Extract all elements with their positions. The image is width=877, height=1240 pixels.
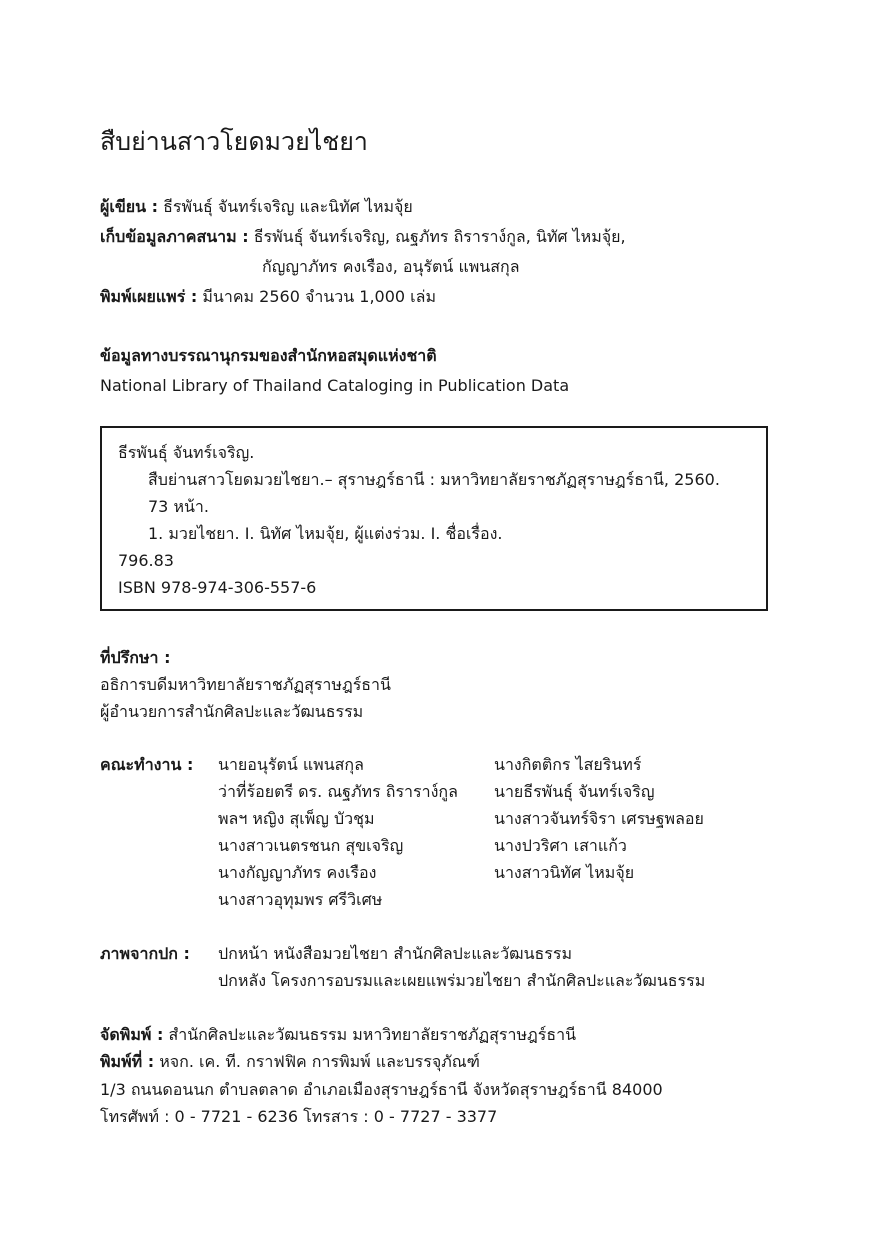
fieldwork-label: เก็บข้อมูลภาคสนาม : [100,227,249,246]
team-member: นายอนุรัตน์ แพนสกุล [218,755,364,774]
cip-line: ISBN 978-974-306-557-6 [118,578,317,597]
cip-line: 73 หน้า. [148,497,209,516]
advisor-line: ผู้อำนวยการสำนักศิลปะและวัฒนธรรม [100,702,364,721]
printer-contact: โทรศัพท์ : 0 - 7721 - 6236 โทรสาร : 0 - 7727 - 3377 [100,1107,498,1126]
cip-heading-english: National Library of Thailand Cataloging in Publication Data [100,376,570,395]
cip-line: 1. มวยไชยา. I. นิทัศ ไหมจุ้ย, ผู้แต่งร่วม. I. ชื่อเรื่อง. [148,524,503,543]
team-member: นายธีรพันธุ์ จันทร์เจริญ [494,782,655,801]
advisor-line: อธิการบดีมหาวิทยาลัยราชภัฏสุราษฎร์ธานี [100,675,391,694]
team-member: พลฯ หญิง สุเพ็ญ บัวชุม [218,809,375,828]
team-member: ว่าที่ร้อยตรี ดร. ณฐภัทร ถิราราง์กูล [218,782,458,801]
team-member: นางกิตติกร ไสยรินทร์ [494,755,642,774]
team-member: นางสาวเนตรชนก สุขเจริญ [218,836,404,855]
cover-label: ภาพจากปก : [100,944,190,963]
authors-value: ธีรพันธุ์ จันทร์เจริญ และนิทัศ ไหมจุ้ย [163,197,413,216]
team-label: คณะทำงาน : [100,755,194,774]
team-member: นางสาวอุทุมพร ศรีวิเศษ [218,890,383,909]
team-member: นางสาวนิทัศ ไหมจุ้ย [494,863,635,882]
printer-row [100,1049,480,1075]
team-member: นางปวริศา เสาแก้ว [494,836,627,855]
cover-back-credit: ปกหลัง โครงการอบรมและเผยแพร่มวยไชยา สำนักศิลปะและวัฒนธรรม [218,971,706,990]
cip-line: ธีรพันธุ์ จันทร์เจริญ. [118,443,255,462]
cover-front-credit: ปกหน้า หนังสือมวยไชยา สำนักศิลปะและวัฒนธรรม [218,944,572,963]
team-member: นางกัญญาภัทร คงเรือง [218,863,377,882]
published-value: มีนาคม 2560 จำนวน 1,000 เล่ม [202,287,436,306]
producer-row [100,1022,576,1048]
producer-label: จัดพิมพ์ : [100,1025,164,1044]
printer-label: พิมพ์ที่ : [100,1052,155,1071]
printer-value: หจก. เค. ที. กราฟฟิค การพิมพ์ และบรรจุภัณฑ์ [159,1052,480,1071]
fieldwork-line-1: ธีรพันธุ์ จันทร์เจริญ, ณฐภัทร ถิราราง์กูล, นิทัศ ไหมจุ้ย, [253,227,626,246]
cip-heading-thai: ข้อมูลทางบรรณานุกรมของสำนักหอสมุดแห่งชาติ [100,346,437,365]
published-row [100,284,436,310]
published-label: พิมพ์เผยแพร่ : [100,287,198,306]
cip-line: 796.83 [118,551,174,570]
book-title: สืบย่านสาวโยดมวยไชยา [100,127,368,156]
advisor-label: ที่ปรึกษา : [100,648,171,667]
cip-line: สืบย่านสาวโยดมวยไชยา.– สุราษฎร์ธานี : มหาวิทยาลัยราชภัฏสุราษฎร์ธานี, 2560. [148,470,720,489]
authors-label: ผู้เขียน : [100,197,159,216]
fieldwork-row [100,224,626,250]
authors-row [100,194,413,220]
team-member: นางสาวจันทร์จิรา เศรษฐพลอย [494,809,704,828]
producer-value: สำนักศิลปะและวัฒนธรรม มหาวิทยาลัยราชภัฏสุราษฎร์ธานี [168,1025,577,1044]
printer-address: 1/3 ถนนดอนนก ตำบลตลาด อำเภอเมืองสุราษฎร์ธานี จังหวัดสุราษฎร์ธานี 84000 [100,1080,663,1099]
fieldwork-line-2: กัญญาภัทร คงเรือง, อนุรัตน์ แพนสกุล [262,257,520,276]
